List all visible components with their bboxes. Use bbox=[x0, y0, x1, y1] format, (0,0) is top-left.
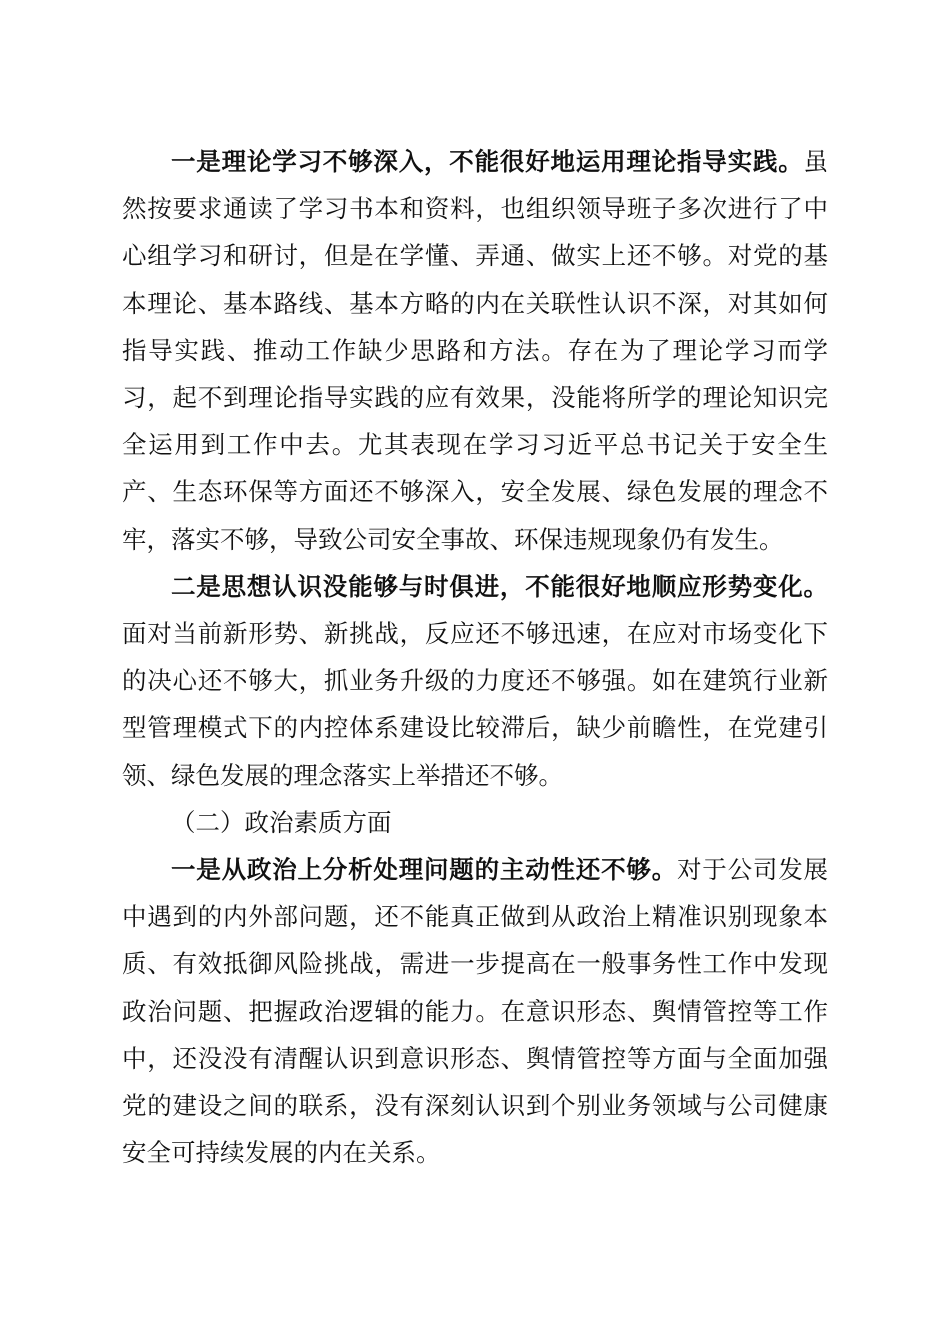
paragraph-thinking-awareness bbox=[122, 563, 828, 799]
document-body bbox=[122, 138, 828, 1176]
paragraph-theory-study bbox=[122, 138, 828, 563]
paragraph-body: 面对当前新形势、新挑战，反应还不够迅速，在应对市场变化下的决心还不够大，抓业务升级的力度还不够强。如在建筑行业新型管理模式下的内控体系建设比较滞后，缺少前瞻性，在党建引领、绿色发展的理念落实上举措还不够。 bbox=[122, 619, 828, 790]
paragraph-lead: 一是理论学习不够深入，不能很好地运用理论指导实践。 bbox=[171, 147, 804, 176]
paragraph-body: 虽然按要求通读了学习书本和资料，也组织领导班子多次进行了中心组学习和研讨，但是在学懂、弄通、做实上还不够。对党的基本理论、基本路线、基本方略的内在关联性认识不深，对其如何指导实践、推动工作缺少思路和方法。存在为了理论学习而学习，起不到理论指导实践的应有效果，没能将所学的理论知识完全运用到工作中去。尤其表现在学习习近平总书记关于安全生产、生态环保等方面还不够深入，安全发展、绿色发展的理念不牢，落实不够，导致公司安全事故、环保违规现象仍有发生。 bbox=[122, 147, 828, 554]
paragraph-lead: 一是从政治上分析处理问题的主动性还不够。 bbox=[171, 855, 677, 885]
paragraph-body: 对于公司发展中遇到的内外部问题，还不能真正做到从政治上精准识别现象本质、有效抵御风险挑战，需进一步提高在一般事务性工作中发现政治问题、把握政治逻辑的能力。在意识形态、舆情管控等工作中，还没没有清醒认识到意识形态、舆情管控等方面与全面加强党的建设之间的联系，没有深刻认识到个别业务领域与公司健康安全可持续发展的内在关系。 bbox=[122, 855, 828, 1168]
section-heading-political-quality: （二）政治素质方面 bbox=[171, 807, 392, 837]
paragraph-lead: 二是思想认识没能够与时俱进，不能很好地顺应形势变化。 bbox=[171, 571, 828, 601]
paragraph-political-initiative bbox=[122, 846, 828, 1176]
